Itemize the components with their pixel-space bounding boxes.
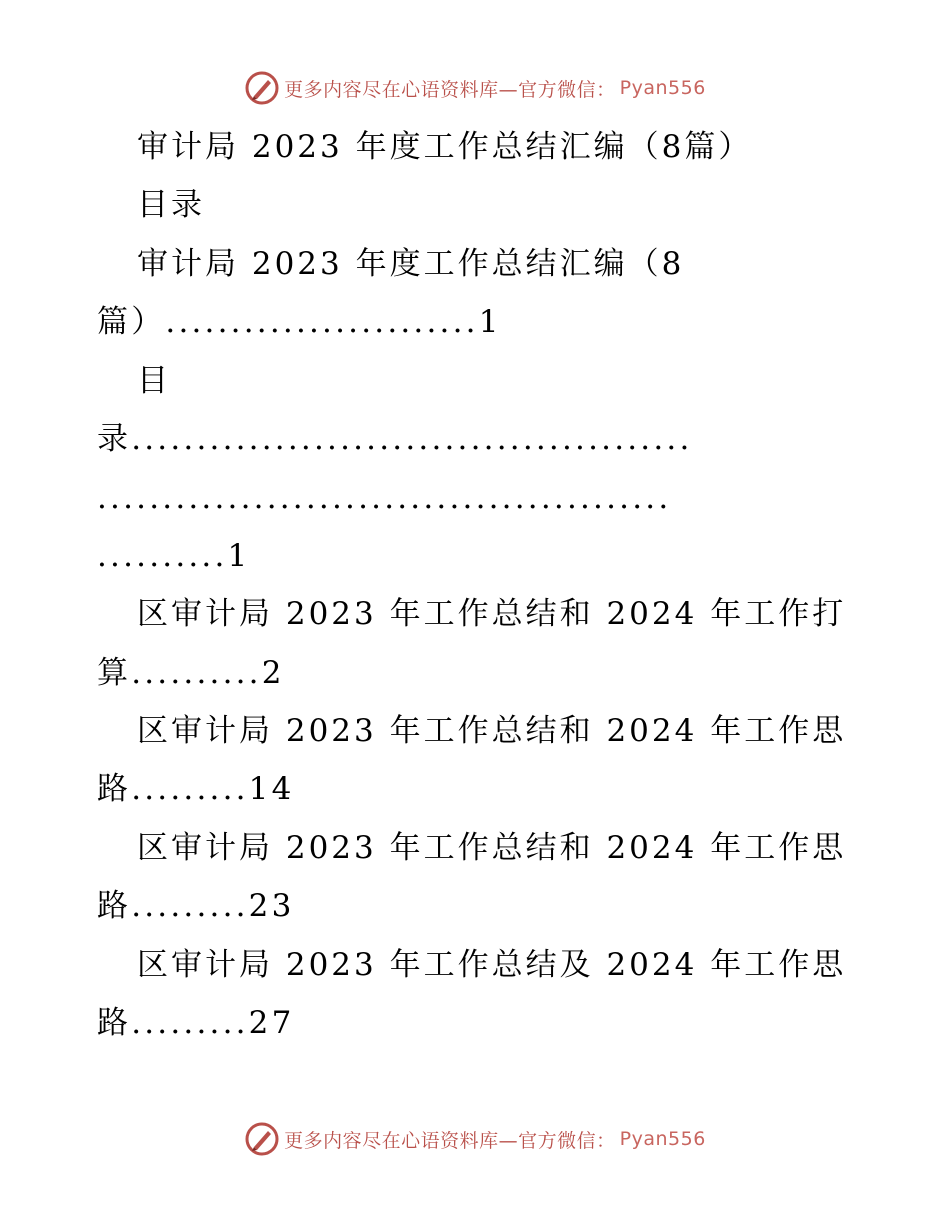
toc-entry-5-line-2: 路.........23 (97, 888, 295, 924)
toc-entry-2-line-3: ............................................ (97, 480, 672, 516)
toc-entry-5-line-1: 区审计局 2023 年工作总结和 2024 年工作思 (137, 830, 847, 866)
watermark-handle: Pyan556 (619, 77, 706, 99)
watermark-handle: Pyan556 (619, 1128, 706, 1150)
pen-logo-icon (244, 70, 280, 106)
toc-entry-1-line-1: 审计局 2023 年度工作总结汇编（8 (137, 246, 685, 282)
document-title: 审计局 2023 年度工作总结汇编（8篇） (137, 129, 753, 165)
toc-entry-3-line-1: 区审计局 2023 年工作总结和 2024 年工作打 (137, 596, 847, 632)
toc-heading: 目录 (137, 187, 205, 223)
watermark-footer (0, 1121, 950, 1157)
toc-entry-4-line-1: 区审计局 2023 年工作总结和 2024 年工作思 (137, 713, 847, 749)
watermark-text: 更多内容尽在心语资料库—官方微信： (284, 78, 616, 101)
pen-logo-icon (244, 1121, 280, 1157)
toc-entry-1-line-2: 篇）........................1 (97, 304, 502, 340)
toc-entry-4-line-2: 路.........14 (97, 771, 295, 807)
toc-entry-6-line-2: 路.........27 (97, 1005, 295, 1041)
toc-entry-3-line-2: 算..........2 (97, 655, 285, 691)
toc-entry-2-line-4: ..........1 (97, 538, 251, 574)
toc-entry-6-line-1: 区审计局 2023 年工作总结及 2024 年工作思 (137, 947, 847, 983)
toc-entry-2-line-1: 目 (137, 363, 171, 399)
watermark-header (0, 70, 950, 106)
watermark-text: 更多内容尽在心语资料库—官方微信： (284, 1129, 616, 1152)
toc-entry-2-line-2: 录........................................... (97, 421, 693, 457)
